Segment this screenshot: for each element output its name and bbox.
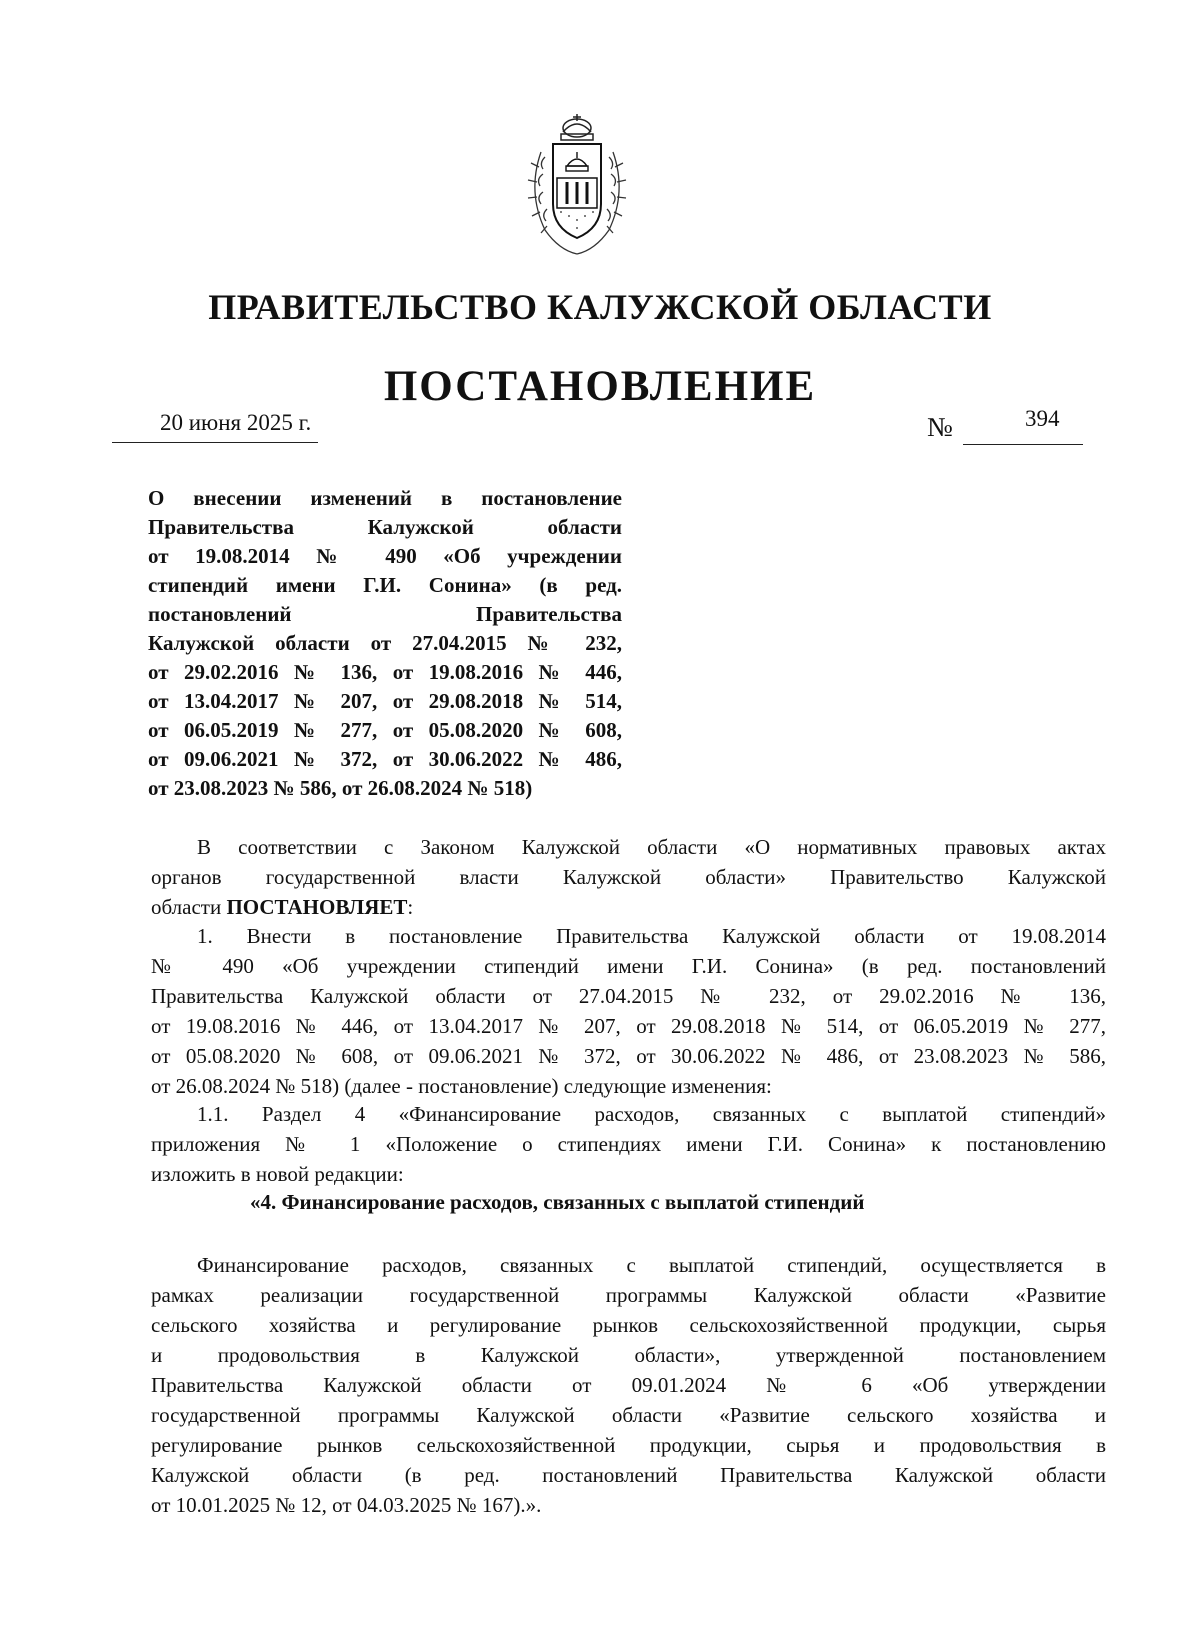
title-line: от 06.05.2019 № 277, от 05.08.2020 № 608, (148, 718, 622, 742)
preamble-paragraph (151, 832, 1106, 922)
title-line: от 23.08.2023 № 586, от 26.08.2024 № 518) (148, 776, 533, 800)
document-title (148, 484, 622, 803)
section-4-heading: «4. Финансирование расходов, связанных с выплатой стипендий (250, 1190, 865, 1214)
title-line: от 09.06.2021 № 372, от 30.06.2022 № 486, (148, 747, 622, 771)
section-4-line: рамках реализации государственной программы Калужской области «Развитие (151, 1283, 1106, 1307)
item-1-1-paragraph (151, 1099, 1106, 1189)
preamble-line (151, 892, 1106, 922)
coat-of-arms-emblem (525, 112, 629, 260)
title-line: Калужской области от 27.04.2015 № 232, (148, 631, 622, 655)
title-line: Правительства Калужской области (148, 515, 622, 539)
section-4-line: Финансирование расходов, связанных с выплатой стипендий, осуществляется в (197, 1253, 1106, 1277)
section-4-line: от 10.01.2025 № 12, от 04.03.2025 № 167).». (151, 1493, 542, 1517)
resolves-keyword: ПОСТАНОВЛЯЕТ (226, 895, 408, 919)
item-1-1-line: изложить в новой редакции: (151, 1162, 404, 1186)
title-line: О внесении изменений в постановление (148, 486, 622, 510)
section-4-line: сельского хозяйства и регулирование рынков сельскохозяйственной продукции, сырья (151, 1313, 1106, 1337)
number-label: № (927, 412, 953, 442)
title-line: стипендий имени Г.И. Сонина» (в ред. (148, 573, 622, 597)
item-1-line: № 490 «Об учреждении стипендий имени Г.И. Сонина» (в ред. постановлений (151, 954, 1106, 978)
preamble-suffix: : (407, 895, 414, 919)
organization-name: ПРАВИТЕЛЬСТВО КАЛУЖСКОЙ ОБЛАСТИ (208, 287, 992, 327)
section-4-line: регулирование рынков сельскохозяйственной продукции, сырья и продовольствия в (151, 1433, 1106, 1457)
item-1-line: от 05.08.2020 № 608, от 09.06.2021 № 372, от 30.06.2022 № 486, от 23.08.2023 № 586, (151, 1044, 1106, 1068)
item-1-line: 1. Внести в постановление Правительства Калужской области от 19.08.2014 (197, 924, 1106, 948)
section-4-line: Правительства Калужской области от 09.01.2024 № 6 «Об утверждении (151, 1373, 1106, 1397)
document-date: 20 июня 2025 г. (160, 410, 312, 435)
item-1-line: Правительства Калужской области от 27.04.2015 № 232, от 29.02.2016 № 136, (151, 984, 1106, 1008)
item-1-line: от 19.08.2016 № 446, от 13.04.2017 № 207, от 29.08.2018 № 514, от 06.05.2019 № 277, (151, 1014, 1106, 1038)
number-underline (963, 444, 1083, 445)
preamble-line: органов государственной власти Калужской области» Правительство Калужской (151, 865, 1106, 889)
section-4-line: и продовольствия в Калужской области», утвержденной постановлением (151, 1343, 1106, 1367)
item-1-1-line: приложения № 1 «Положение о стипендиях имени Г.И. Сонина» к постановлению (151, 1132, 1106, 1156)
section-4-paragraph (151, 1250, 1106, 1520)
item-1-paragraph (151, 921, 1106, 1101)
title-line: от 29.02.2016 № 136, от 19.08.2016 № 446, (148, 660, 622, 684)
section-4-line: государственной программы Калужской области «Развитие сельского хозяйства и (151, 1403, 1106, 1427)
preamble-prefix: области (151, 895, 227, 919)
document-number: 394 (1025, 406, 1060, 431)
title-line: от 19.08.2014 № 490 «Об учреждении (148, 544, 622, 568)
date-underline (112, 442, 318, 443)
title-line: постановлений Правительства (148, 602, 622, 626)
item-1-line: от 26.08.2024 № 518) (далее - постановление) следующие изменения: (151, 1074, 772, 1098)
item-1-1-line: 1.1. Раздел 4 «Финансирование расходов, связанных с выплатой стипендий» (197, 1102, 1106, 1126)
section-4-line: Калужской области (в ред. постановлений Правительства Калужской области (151, 1463, 1106, 1487)
document-type: ПОСТАНОВЛЕНИЕ (383, 363, 817, 410)
title-line: от 13.04.2017 № 207, от 29.08.2018 № 514, (148, 689, 622, 713)
preamble-line: В соответствии с Законом Калужской области «О нормативных правовых актах (197, 835, 1106, 859)
